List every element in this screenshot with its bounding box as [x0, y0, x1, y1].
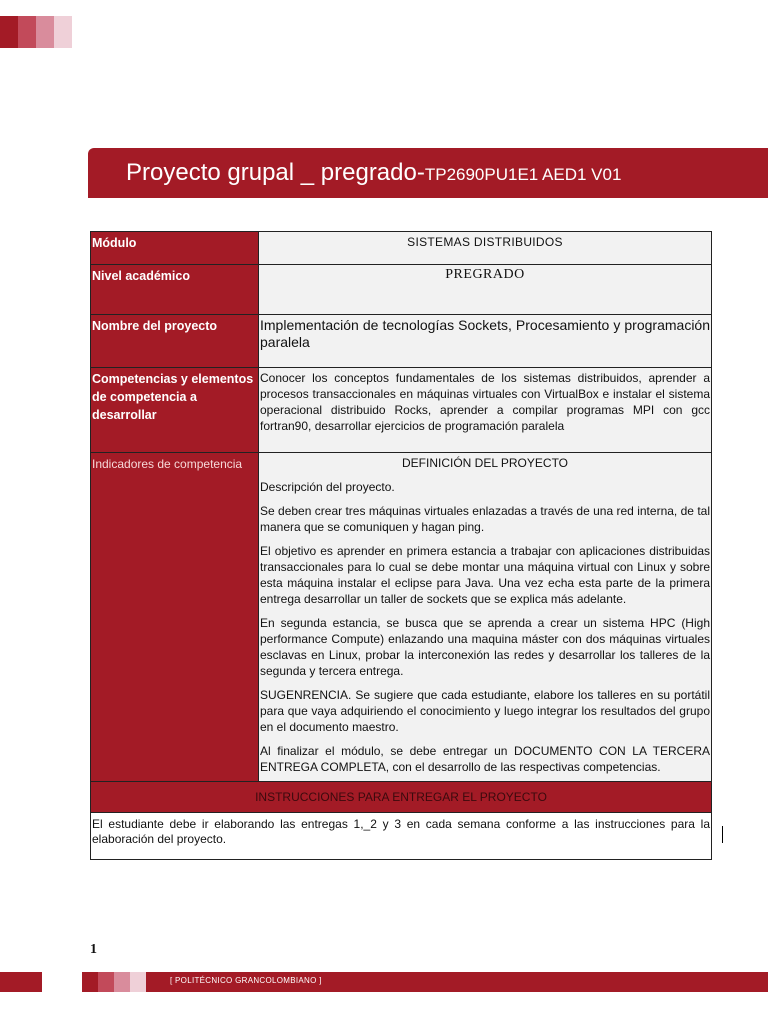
instrucciones-text: El estudiante debe ir elaborando las entregas 1,_2 y 3 en cada semana conforme a las instrucciones para la elaboración del proyecto. — [91, 813, 712, 860]
instrucciones-heading: INSTRUCCIONES PARA ENTREGAR EL PROYECTO — [91, 782, 712, 813]
project-table — [90, 231, 712, 860]
label-competencias: Competencias y elementos de competencia a desarrollar — [91, 368, 259, 453]
paragraph: SUGENRENCIA. Se sugiere que cada estudiante, elabore los talleres en su portátil para que vaya adquiriendo el conocimiento y luego integrar los resultados del grupo en el documento maestro. — [260, 688, 710, 734]
value-competencias: Conocer los conceptos fundamentales de los sistemas distribuidos, aprender a procesos transaccionales en máquinas virtuales con VirtualBox e instalar el sistema operacional distribuido Rocks, aprender a compilar programas MPI con gcc fortran90, desarrollar ejercicios de programación paralela — [259, 368, 712, 453]
value-nombre: Implementación de tecnologías Sockets, Procesamiento y programación paralela — [259, 315, 712, 368]
row-nombre — [91, 315, 712, 368]
header-decoration — [0, 16, 72, 48]
row-competencias — [91, 368, 712, 453]
value-modulo: SISTEMAS DISTRIBUIDOS — [259, 232, 712, 265]
label-modulo: Módulo — [91, 232, 259, 265]
paragraph: En segunda estancia, se busca que se aprenda a crear un sistema HPC (High performance Compute) enlazando una maquina máster con dos máquinas virtuales esclavas en Linux, probar la interconexión las redes y desarrollar los talleres de la segunda y tercera entrega. — [260, 616, 710, 678]
value-nivel: PREGRADO — [259, 265, 712, 315]
row-nivel — [91, 265, 712, 315]
label-nivel: Nivel académico — [91, 265, 259, 315]
footer-decoration — [82, 972, 146, 992]
paragraph: El objetivo es aprender en primera estancia a trabajar con aplicaciones distribuidas transaccionales para lo cual se debe montar una máquina virtual con Linux y sobre esta máquina instalar el eclipse para Java. Una vez echa esta parte de la primera entrega desarrollar un taller de sockets que se explica más adelante. — [260, 544, 710, 606]
definicion-heading: DEFINICIÓN DEL PROYECTO — [401, 456, 569, 470]
page-title — [126, 159, 621, 187]
row-modulo — [91, 232, 712, 265]
row-instrucciones-heading — [91, 782, 712, 813]
footer-left-block — [0, 972, 42, 992]
row-indicadores — [91, 453, 712, 782]
row-instrucciones-text — [91, 813, 712, 860]
title-code: TP2690PU1E1 AED1 V01 — [424, 165, 622, 184]
text-cursor — [722, 826, 723, 843]
title-main: Proyecto grupal _ pregrado- — [126, 159, 425, 186]
paragraph: Se deben crear tres máquinas virtuales enlazadas a través de una red interna, de tal manera que se comuniquen y hagan ping. — [260, 504, 710, 534]
paragraph: Descripción del proyecto. — [260, 480, 395, 494]
title-banner — [92, 148, 768, 198]
footer-text: [ POLITÉCNICO GRANCOLOMBIANO ] — [170, 976, 322, 985]
paragraph: Al finalizar el módulo, se debe entregar un DOCUMENTO CON LA TERCERA ENTREGA COMPLETA, con el desarrollo de las respectivas competencias. — [260, 744, 710, 774]
label-nombre: Nombre del proyecto — [91, 315, 259, 368]
value-indicadores — [259, 453, 712, 782]
label-indicadores: Indicadores de competencia — [91, 453, 259, 782]
page-number: 1 — [90, 942, 97, 957]
